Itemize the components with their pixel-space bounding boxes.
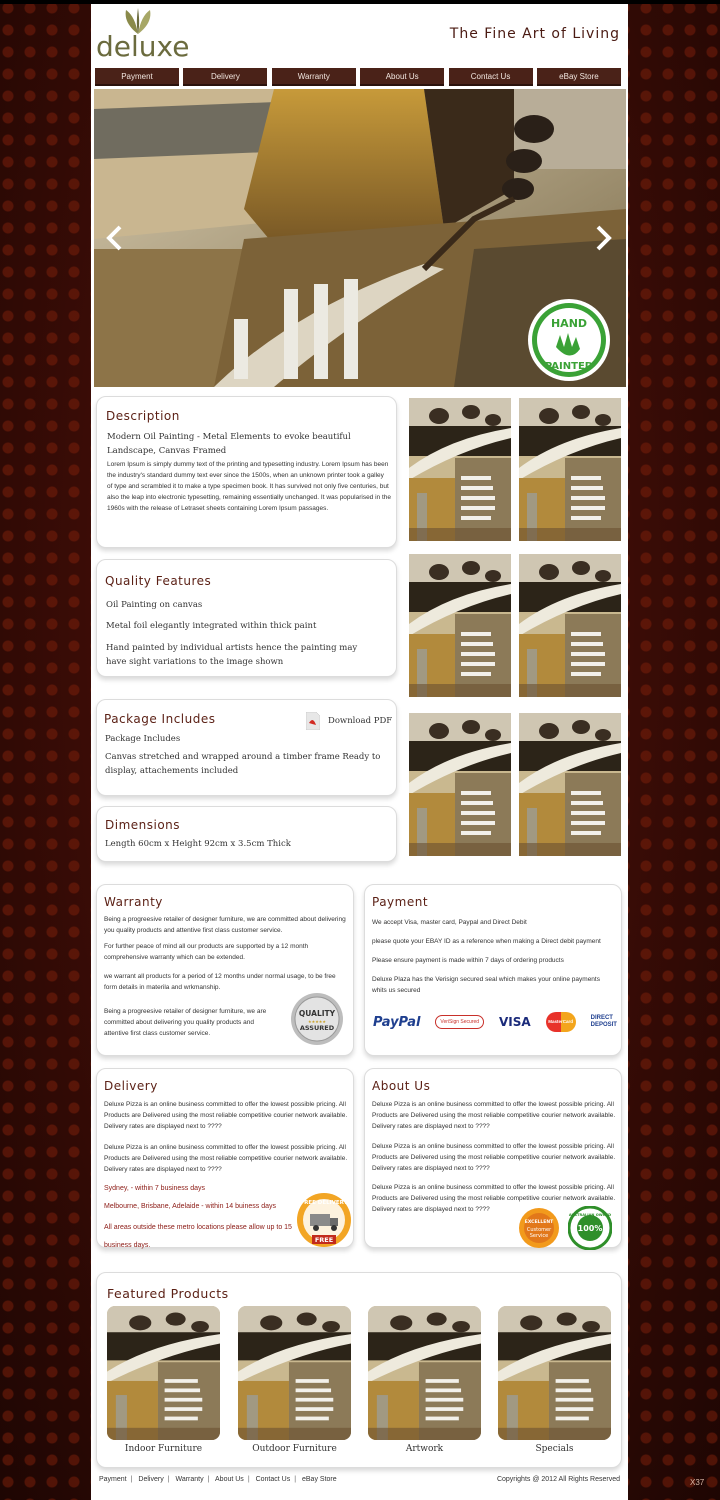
australian-owned-text: AUSTRALIAN OWNED [568,1213,612,1217]
quality-item: Metal foil elegantly integrated within thick paint [106,621,317,631]
product-thumbnail[interactable] [409,398,511,541]
main-nav [95,68,621,86]
quality-title: Quality Features [105,574,212,588]
delivery-rate-melbourne: Melbourne, Brisbane, Adelaide - within 14 buiness days [104,1203,276,1210]
about-p2: Deluxe Pizza is an online business committed to offer the lowest possible pricing. All Products are Delivered using the most reliable competitive courier network available. Delivery rates are displayed next to ???? [372,1143,616,1172]
payment-title: Payment [372,895,429,909]
logo[interactable] [96,8,206,64]
painting-image [498,1306,611,1440]
footer-link-about-us[interactable]: About Us [215,1476,244,1483]
quality-badge-text: QUALITY [298,1009,336,1018]
direct-deposit-logo [591,1015,617,1029]
quality-item: Hand painted by individual artists hence the painting may have sight variations to the image shown [106,643,358,667]
nav-delivery[interactable]: Delivery [183,68,267,86]
painting-image [409,398,511,541]
dimensions-title: Dimensions [105,818,181,832]
about-p3: Deluxe Pizza is an online business committed to offer the lowest possible pricing. All Products are Delivered using the most reliable competitive courier network available. Delivery rates are displayed next to ???? [372,1184,616,1213]
download-pdf-link[interactable] [306,712,392,730]
product-thumbnail[interactable] [519,713,621,856]
dimensions-panel [96,806,397,862]
painting-image [519,398,621,541]
featured-product-label: Outdoor Furniture [252,1444,337,1454]
about-panel [364,1068,622,1248]
description-body: Lorem Ipsum is simply dummy text of the printing and typesetting industry. Lorem Ipsum has been the industry's standard dummy text ever since the 1500s, when an unknown printer took a galley of type and scrambled it to make a type specimen book. It has survived not only five centuries, but also the leap into electronic typesetting, remaining essentially unchanged. It was popularised in the 1960s with the release of Letraset sheets containing Lorem Ipsum passages. [107,461,392,512]
nav-contact-us[interactable]: Contact Us [449,68,533,86]
product-thumbnail[interactable] [409,554,511,697]
warranty-p3: we warrant all products for a period of 12 months under normal usage, to be free form details in materila and wrkmanship. [104,973,336,991]
copyright: Copyrights @ 2012 All Rights Reserved [496,1476,620,1483]
payment-p1: We accept Visa, master card, Paypal and Direct Debit [372,919,527,926]
featured-product-image[interactable] [498,1306,611,1440]
about-p1: Deluxe Pizza is an online business committed to offer the lowest possible pricing. All Products are Delivered using the most reliable competitive courier network available. Delivery rates are displayed next to ???? [372,1101,616,1130]
quality-panel [96,559,397,677]
delivery-p1: Deluxe Pizza is an online business committed to offer the lowest possible pricing. All Products are Delivered using the most reliable competitive courier network available. Delivery rates are displayed next to ???? [104,1101,348,1130]
page-container [91,4,628,1500]
package-panel [96,699,397,796]
payment-p4: Deluxe Plaza has the Verisign secured seal which makes your online payments whits us secured [372,976,600,994]
warranty-panel [96,884,354,1056]
pdf-icon [306,712,320,730]
featured-product-image[interactable] [368,1306,481,1440]
painting-image [368,1306,481,1440]
payment-panel [364,884,622,1056]
delivery-rate-sydney: Sydney, - within 7 business days [104,1185,206,1192]
featured-product-image[interactable] [238,1306,351,1440]
painting-image [519,554,621,697]
painting-image [107,1306,220,1440]
description-subtitle: Modern Oil Painting - Metal Elements to evoke beautiful Landscape, Canvas Framed [107,432,351,456]
delivery-p2: Deluxe Pizza is an online business committed to offer the lowest possible pricing. All Products are Delivered using the most reliable competitive courier network available. Delivery rates are displayed next to ???? [104,1144,348,1173]
delivery-rate-other: All areas outside these metro locations please allow up to 15 business days. [104,1224,292,1249]
hundred-percent-text: 100% [577,1224,603,1233]
footer-link-warranty[interactable]: Warranty [175,1476,204,1483]
verisign-logo: VeriSign Secured [435,1015,484,1029]
footer-link-contact-us[interactable]: Contact Us [255,1476,291,1483]
service-text: Service [529,1233,549,1239]
svg-text:★★★★★: ★★★★★ [308,1019,326,1024]
free-text: FREE [314,1236,334,1244]
product-thumbnail[interactable] [519,398,621,541]
description-title: Description [106,409,180,423]
mastercard-logo: MasterCard [546,1012,576,1032]
footer-link-payment[interactable]: Payment [99,1476,127,1483]
featured-product-label: Artwork [405,1444,444,1454]
nav-ebay-store[interactable]: eBay Store [537,68,621,86]
footer-nav: Payment | Delivery | Warranty | About Us | Contact Us | eBay Store [99,1476,337,1483]
description-panel [96,396,397,548]
painting-image [409,554,511,697]
featured-title: Featured Products [107,1286,229,1301]
customer-text: Customer [526,1227,552,1233]
paypal-logo: PayPal [373,1014,421,1030]
footer-link-delivery[interactable]: Delivery [138,1476,164,1483]
warranty-p1: Being a progreesive retailer of designer furniture, we are committed about delivering you quality products and attentive first class customer service. [104,916,346,934]
tagline: The Fine Art of Living [449,26,620,42]
delivery-title: Delivery [104,1079,158,1093]
product-thumbnail[interactable] [519,554,621,697]
hand-painted-badge-icon [526,297,612,383]
warranty-p4: Being a progreesive retailer of designer furniture, we are committed about delivering you quality products and attentive first class customer service. [104,1008,267,1037]
footer-link-ebay-store[interactable]: eBay Store [302,1476,337,1483]
product-thumbnail[interactable] [409,713,511,856]
nav-payment[interactable]: Payment [95,68,179,86]
featured-product-card[interactable] [498,1306,611,1466]
dimensions-text: Length 60cm x Height 92cm x 3.5cm Thick [105,839,291,849]
assured-badge-text: ASSURED [299,1024,335,1032]
package-line1: Package Includes [105,734,181,744]
badge-painted-text: PAINTED [544,361,594,372]
corner-id: X37 [690,1478,705,1487]
package-title: Package Includes [104,712,216,726]
direct-deposit-line2: DEPOSIT [590,1022,617,1028]
excellent-text: EXCELLENT [524,1220,554,1225]
nav-about-us[interactable]: About Us [360,68,444,86]
australian-owned-badge-icon [568,1206,612,1250]
slider-prev-arrow-icon[interactable] [102,223,128,253]
warranty-title: Warranty [104,895,163,909]
featured-product-card[interactable] [107,1306,220,1466]
download-pdf-label: Download PDF [328,716,393,726]
payment-p2: please quote your EBAY ID as a reference when making a Direct debit payment [372,938,601,945]
delivery-panel [96,1068,354,1248]
featured-product-label: Specials [535,1444,574,1454]
slider-next-arrow-icon[interactable] [590,223,616,253]
painting-image [409,713,511,856]
free-delivery-text: FREE DELIVERY [300,1200,348,1206]
about-title: About Us [372,1079,431,1093]
featured-product-label: Indoor Furniture [124,1444,203,1454]
badge-hand-text: HAND [550,317,588,330]
featured-product-card[interactable] [368,1306,481,1466]
painting-image [238,1306,351,1440]
painting-image [519,713,621,856]
payment-logos [373,1009,617,1035]
hero-slider [94,89,626,387]
package-line2: Canvas stretched and wrapped around a timber frame Ready to display, attachements included [105,752,381,776]
direct-deposit-line1: DIRECT [590,1015,613,1021]
excellent-service-badge-icon [518,1207,560,1249]
logo-text: deluxe [96,30,190,63]
quality-item: Oil Painting on canvas [106,600,203,610]
featured-product-image[interactable] [107,1306,220,1440]
quality-assured-badge-icon [290,992,344,1046]
nav-warranty[interactable]: Warranty [272,68,356,86]
warranty-p2: For further peace of mind all our products are supported by a 12 month comprehensive warranty which can be extended. [104,943,309,961]
featured-product-card[interactable] [238,1306,351,1466]
visa-logo: VISA [499,1015,531,1029]
free-delivery-badge-icon [296,1192,352,1248]
payment-p3: Please ensure payment is made within 7 days of ordering products [372,957,564,964]
